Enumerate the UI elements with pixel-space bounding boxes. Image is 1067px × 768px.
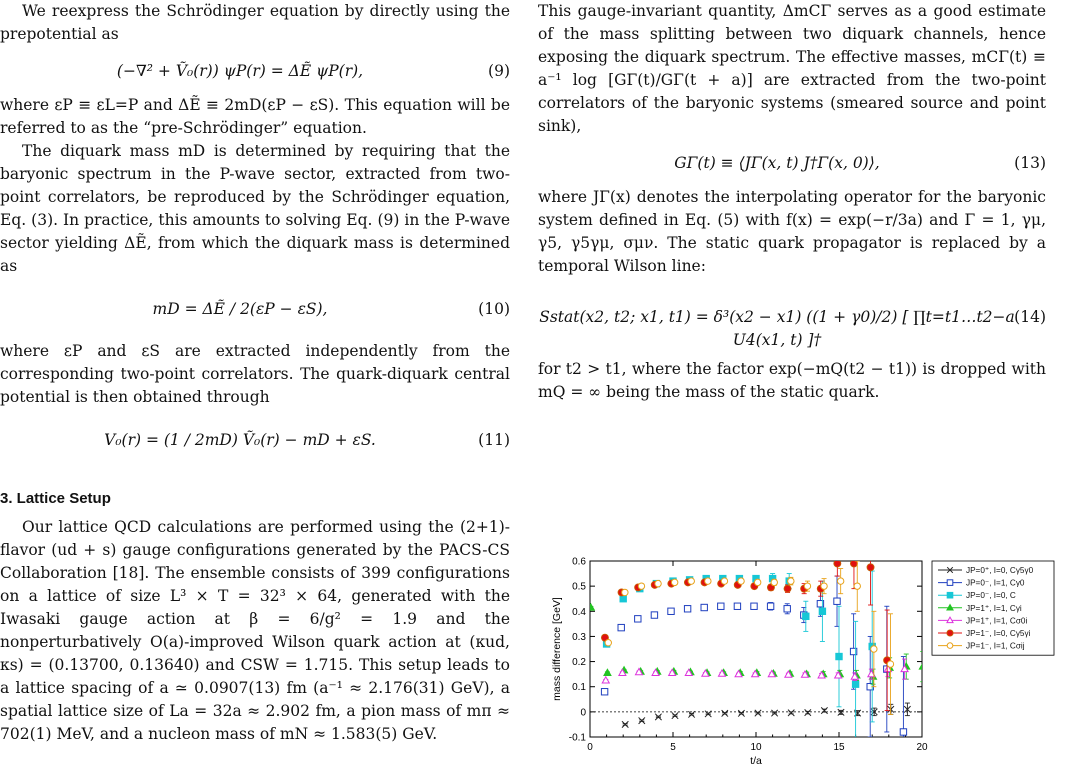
paragraph: where εP ≡ εL=P and ΔẼ ≡ 2mD(εP − εS). This equation will be referred to as the “pre-Schrödinger” equation.: [0, 96, 510, 137]
data-point: [804, 583, 810, 589]
data-point: [671, 579, 677, 585]
y-tick-label: 0.1: [572, 682, 586, 694]
data-point: [605, 640, 611, 646]
data-point: [767, 603, 773, 609]
paragraph: Our lattice QCD calculations are performed using the (2+1)-flavor (ud + s) gauge configurations generated by the PACS-CS Collaboration [18]. The ensemble consists of 399 configurations on a lattice of size L³ × T = 32³ × 64, generated with the Iwasaki gauge action at β = 6/g² = 1.9 and the nonperturbatively O(a)-improved Wilson quark action at (κud, κs) = (0.13700, 0.13640) and CSW = 1.715. This setup leads to a lattice spacing of a ≃ 0.0907(13) fm (a⁻¹ ≈ 2.176(31) GeV), a spatial lattice size of La = 32a ≈ 2.902 fm, a pion mass of mπ ≈ 702(1) MeV, and a nucleon mass of mN ≈ 1.583(5) GeV.: [0, 518, 510, 743]
data-point: [639, 717, 645, 723]
y-axis-label: mass difference [GeV]: [551, 597, 563, 701]
data-point: [705, 711, 711, 717]
data-point: [947, 592, 953, 598]
data-point: [618, 624, 624, 630]
data-point: [784, 606, 790, 612]
data-point: [887, 661, 893, 667]
legend: [932, 561, 1054, 655]
data-point: [601, 689, 607, 695]
data-point: [738, 578, 744, 584]
data-point: [620, 596, 626, 602]
paragraph: This gauge-invariant quantity, ΔmCΓ serves as a good estimate of the mass splitting between two diquark channels, hence exposing the diquark spectrum. The effective masses, mCΓ(t) ≡ a⁻¹ log [GΓ(t)/GΓ(t + a)] are extracted from the two-point correlators of the baryonic systems (smeared source and point sink),: [538, 2, 1046, 135]
series-2: [603, 571, 875, 747]
equation-14: [538, 284, 1046, 356]
data-point: [622, 721, 628, 727]
series-4: [602, 659, 908, 683]
data-point: [655, 580, 661, 586]
series-0: [622, 703, 911, 728]
equation-11: [0, 415, 510, 469]
legend-label: JP=1⁺, I=1, Cγi: [966, 603, 1022, 613]
x-axis-label: t/a: [750, 755, 762, 765]
legend-label: JP=0⁻, I=1, Cγ0: [966, 578, 1025, 588]
paragraph: We reexpress the Schrödinger equation by directly using the prepotential as: [0, 2, 510, 43]
data-point: [651, 612, 657, 618]
x-tick-label: 0: [587, 742, 593, 753]
x-tick-label: 20: [916, 742, 928, 753]
data-point: [771, 710, 777, 716]
legend-label: JP=1⁺, I=1, Cσ0i: [966, 616, 1028, 626]
equation-13: [538, 144, 1046, 184]
paragraph: where JΓ(x) denotes the interpolating operator for the baryonic system defined in Eq. (5) with f(x) = exp(−r/3a) and Γ = 1, γμ, γ5, γ5γμ, σμν. The static quark propagator is replaced by a temporal Wilson line:: [538, 188, 1046, 275]
equation-number: (14): [1014, 308, 1046, 326]
data-point: [655, 714, 661, 720]
data-point: [834, 598, 840, 604]
data-point: [771, 579, 777, 585]
data-point: [635, 616, 641, 622]
data-point: [622, 589, 628, 595]
data-point: [738, 710, 744, 716]
data-point: [751, 603, 757, 609]
data-point: [718, 603, 724, 609]
x-tick-label: 15: [833, 742, 845, 753]
data-point: [638, 583, 644, 589]
legend-label: JP=0⁻, I=0, C: [966, 591, 1016, 601]
y-tick-label: 0: [580, 707, 586, 719]
data-point: [734, 603, 740, 609]
series-5: [601, 555, 890, 711]
y-tick-label: 0.5: [572, 581, 586, 593]
equation-number: (13): [1014, 154, 1046, 172]
equation-body: V₀(r) = (1 / 2mD) Ṽ₀(r) − mD + εS.: [104, 431, 376, 449]
series-6: [605, 561, 894, 714]
equation-9: [0, 52, 510, 92]
data-point: [684, 606, 690, 612]
data-point: [836, 653, 842, 659]
data-point: [805, 709, 811, 715]
data-point: [788, 578, 794, 584]
data-point: [821, 583, 827, 589]
data-point: [755, 710, 761, 716]
data-point: [819, 608, 825, 614]
data-point: [754, 579, 760, 585]
data-point: [803, 613, 809, 619]
x-tick-label: 5: [670, 742, 676, 753]
data-point: [867, 564, 874, 571]
data-point: [919, 663, 926, 669]
data-point: [701, 604, 707, 610]
paragraph: for t2 > t1, where the factor exp(−mQ(t2 − t1)) is dropped with mQ = ∞ being the mass of the static quark.: [538, 360, 1046, 401]
data-point: [834, 560, 841, 567]
equation-number: (10): [478, 300, 510, 318]
data-point: [852, 681, 858, 687]
data-point: [672, 712, 678, 718]
x-tick-label: 10: [750, 742, 762, 753]
paragraph: where εP and εS are extracted independently from the corresponding two-point correlators. The quark-diquark central potential is then obtained through: [0, 342, 510, 406]
paragraph: The diquark mass mD is determined by requiring that the baryonic spectrum in the P-wave sector, extracted from two-point correlators, be reproduced by the Schrödinger equation, Eq. (3). In practice, this amounts to solving Eq. (9) in the P-wave sector yielding ΔẼ, from which the diquark mass is determined as: [0, 142, 510, 275]
y-tick-label: -0.1: [568, 732, 586, 744]
equation-number: (9): [488, 62, 510, 80]
data-point: [784, 585, 791, 592]
right-column: [538, 0, 1046, 404]
data-point: [900, 729, 906, 735]
data-point: [871, 646, 877, 652]
data-point: [705, 578, 711, 584]
data-point: [947, 580, 953, 586]
mass-difference-chart: [538, 555, 1058, 765]
data-point: [837, 578, 843, 584]
legend-label: JP=1⁻, I=1, Cσij: [966, 641, 1025, 651]
equation-number: (11): [478, 431, 510, 449]
data-point: [721, 578, 727, 584]
data-point: [947, 643, 953, 649]
equation-body: GΓ(t) ≡ ⟨JΓ(x, t) J†Γ(x, 0)⟩,: [674, 154, 880, 172]
data-point: [947, 630, 953, 636]
equation-body: (−∇² + Ṽ₀(r)) ψP(r) = ΔẼ ψP(r),: [116, 62, 364, 80]
y-tick-label: 0.4: [572, 606, 586, 618]
y-tick-label: 0.6: [572, 556, 586, 568]
left-column: [0, 0, 510, 746]
data-point: [821, 707, 827, 713]
data-point: [854, 583, 860, 589]
data-point: [688, 578, 694, 584]
equation-body: mD = ΔẼ / 2(εP − εS),: [152, 300, 328, 318]
data-point: [722, 710, 728, 716]
data-point: [788, 710, 794, 716]
legend-label: JP=0⁺, I=0, Cγ5γ0: [966, 566, 1034, 575]
plot-marks: [587, 555, 926, 765]
section-heading: 3. Lattice Setup: [0, 490, 111, 507]
equation-10: [0, 284, 510, 338]
equation-body: Sstat(x2, t2; x1, t1) = δ³(x2 − x1) ((1 + γ0)/2) [ ∏t=t1…t2−a U4(x1, t) ]†: [539, 308, 1015, 349]
legend-label: JP=1⁻, I=0, Cγ5γi: [966, 629, 1031, 638]
y-tick-label: 0.3: [572, 631, 586, 643]
data-point: [668, 608, 674, 614]
y-tick-label: 0.2: [572, 657, 586, 669]
